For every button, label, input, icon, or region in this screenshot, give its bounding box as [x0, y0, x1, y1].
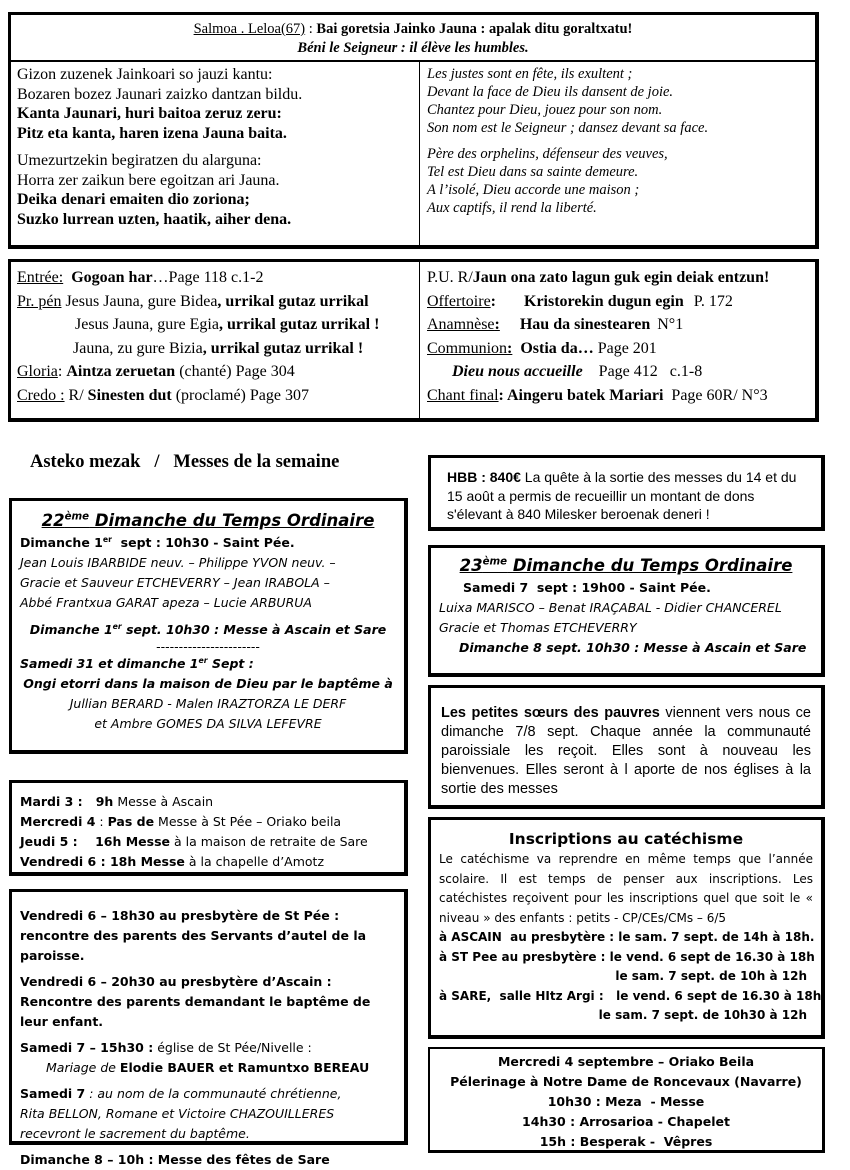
hymns-box — [8, 259, 819, 422]
communion-page: Page 201 — [593, 339, 657, 357]
weekday-detail: Messe à Ascain — [113, 794, 214, 809]
title-number: 23 — [459, 556, 483, 575]
hymn-credo — [17, 384, 413, 408]
pr-pen-line-bold: , urrikal gutaz urrikal — [217, 292, 369, 310]
hymn-pr-pen-line — [17, 313, 413, 337]
pilgrimage-line: 15h : Besperak - Vêpres — [539, 1134, 713, 1149]
other-rest: sept. 10h30 : Messe à Ascain et Sare — [121, 622, 387, 637]
verse-line: Son nom est le Seigneur ; dansez devant sa face. — [427, 120, 709, 136]
offertoire-title: Kristorekin dugun egin — [524, 292, 684, 310]
bapt-rest: Sept : — [207, 656, 254, 671]
event-date: Samedi 7 – 15h30 : — [20, 1040, 154, 1055]
title-rest: Dimanche du Temps Ordinaire — [89, 511, 375, 530]
verse-line: Aux captifs, il rend la liberté. — [427, 200, 597, 216]
mass-sup: er — [102, 534, 112, 544]
weekday-detail: Messe à St Pée – Oriako beila — [154, 814, 342, 829]
baptism-names: et Ambre GOMES DA SILVA LEFEVRE — [94, 716, 322, 731]
other-sup: er — [112, 621, 122, 631]
event-detail: église de St Pée/Nivelle : — [153, 1040, 312, 1055]
mass-rest: sept : 10h30 - Saint Pée. — [111, 535, 295, 550]
weekday-row — [20, 832, 396, 852]
catechism-schedule-row: le sam. 7 sept. de 10h30 à 12h — [598, 1008, 807, 1022]
mass-pre: Dimanche 1 — [20, 535, 103, 550]
event-detail-line: Rita BELLON, Romane et Victoire CHAZOUILLERES — [20, 1106, 335, 1121]
hymn-communion-2 — [427, 360, 808, 384]
sunday-23-box — [428, 545, 825, 677]
offertoire-label: Offertoire — [427, 292, 491, 310]
hbb-collection-box — [428, 455, 825, 531]
catechism-text: Le catéchisme va reprendre en même temps que l’année scolaire. Il est temps de penser aux inscriptions. Les catéchistes reçoivent pour les inscriptions quel que soit le « niveau » des enfants : petits - CP/CEs/CMs – 6/5 — [439, 852, 813, 925]
baptism-welcome: Ongi etorri dans la maison de Dieu par le baptême à — [23, 676, 393, 691]
event-detail-line: recevront le sacrement du baptême. — [20, 1126, 250, 1141]
verse-line: Pitz eta kanta, haren izena Jauna baita. — [17, 124, 287, 142]
hymn-offertoire — [427, 290, 808, 314]
catechism-title: Inscriptions au catéchisme — [508, 830, 744, 848]
gloria-title: Aintza zeruetan — [66, 363, 176, 380]
event-item: Vendredi 6 – 18h30 au presbytère de St Pée : rencontre des parents des Servants d’autel de la paroisse. — [20, 908, 367, 963]
verse-line: Père des orphelins, défenseur des veuves, — [427, 146, 668, 162]
hymn-gloria — [17, 360, 413, 384]
verse-line: Tel est Dieu dans sa sainte demeure. — [427, 164, 639, 180]
bapt-pre: Samedi 31 et dimanche 1 — [20, 656, 199, 671]
psalm-header — [11, 15, 815, 62]
baptism-names: Jullian BERARD - Malen IRAZTORZA LE DERF — [69, 696, 347, 711]
hymn-communion — [427, 337, 808, 361]
pr-pen-line-bold: , urrikal gutaz urrikal ! — [202, 339, 364, 357]
weekday-time: 9h — [95, 794, 114, 809]
psalm-refrain-basque: Bai goretsia Jainko Jauna : apalak ditu goraltxatu! — [316, 21, 633, 37]
hymn-chant-final — [427, 384, 808, 408]
pilgrimage-line: Pélerinage à Notre Dame de Roncevaux (Navarre) — [450, 1074, 802, 1089]
catechism-schedule-row: à ST Pee au presbytère : le vend. 6 sept de 16.30 à 18h — [439, 949, 815, 964]
communion2-page: Page 412 c.1-8 — [598, 363, 703, 380]
verse-line: Deika denari emaiten dio zoriona; — [17, 191, 250, 208]
psalm-refrain-french: Béni le Seigneur : il élève les humbles. — [297, 40, 529, 56]
event-item — [20, 1038, 396, 1058]
verse-line: Gizon zuzenek Jainkoari so jauzi kantu: — [17, 66, 273, 83]
pilgrimage-line: Mercredi 4 septembre – Oriako Beila — [497, 1054, 755, 1069]
event-item: Vendredi 6 – 20h30 au presbytère d’Ascain : Rencontre des parents demandant le baptême de leur enfant. — [20, 974, 371, 1029]
weekday-day: Mercredi 4 — [20, 814, 96, 829]
chant-final-title: Aingeru batek Mariari — [507, 386, 664, 404]
pr-pen-label: Pr. pén — [17, 292, 62, 310]
credo-label: Credo : — [17, 386, 65, 404]
pilgrimage-line: 10h30 : Meza - Messe — [547, 1094, 705, 1109]
bapt-sup: er — [198, 655, 208, 665]
offertoire-colon: : — [490, 292, 496, 310]
hymn-anamnese — [427, 313, 808, 337]
gloria-rest: (chanté) Page 304 — [175, 363, 295, 380]
pr-pen-line-plain: Jauna, zu gure Bizia — [73, 339, 203, 357]
chant-final-label: Chant final — [427, 386, 499, 404]
hbb-amount: HBB : 840€ — [447, 469, 521, 485]
pu-title: Jaun ona zato lagun guk egin deiak entzun! — [472, 269, 770, 286]
pu-label: P.U. R/ — [427, 269, 473, 286]
sunday-22-box — [9, 498, 408, 754]
sunday-22-other-mass — [20, 620, 396, 640]
verse-line: Bozaren bozez Jaunari zaizko dantzan bildu. — [17, 85, 303, 103]
sunday-22-title — [20, 509, 396, 533]
weekday-detail: à la chapelle d’Amotz — [184, 854, 325, 869]
psalm-basque-column — [11, 62, 420, 246]
entree-page: …Page 118 c.1-2 — [152, 269, 264, 286]
anamnese-colon: : — [494, 316, 500, 333]
weekday-time: 18h Messe — [109, 854, 185, 869]
pr-pen-line-plain: Jesus Jauna, gure Egia — [75, 316, 219, 333]
intention-line: Gracie et Sauveur ETCHEVERRY – Jean IRABOLA – — [20, 575, 330, 590]
verse-line: Devant la face de Dieu ils dansent de joie. — [427, 84, 674, 100]
title-rest: Dimanche du Temps Ordinaire — [507, 556, 793, 575]
verse-line: Horra zer zaikun bere egoitzan ari Jauna. — [17, 171, 280, 189]
french-stanza — [427, 65, 808, 137]
catechism-box — [428, 817, 825, 1039]
communion-label: Communion — [427, 339, 508, 357]
verse-line: Suzko lurrean uzten, haatik, aiher dena. — [17, 210, 292, 228]
hymn-pu — [427, 266, 808, 290]
petites-soeurs-box — [428, 685, 825, 809]
gloria-label: Gloria — [17, 363, 58, 380]
title-number: 22 — [41, 511, 65, 530]
verse-line: Chantez pour Dieu, jouez pour son nom. — [427, 102, 663, 118]
event-date: Samedi 7 — [20, 1086, 86, 1101]
catechism-schedule-row: à ASCAIN au presbytère : le sam. 7 sept. de 14h à 18h. — [439, 930, 815, 944]
event-wedding — [20, 1058, 396, 1078]
intention-line: Gracie et Thomas ETCHEVERRY — [439, 620, 637, 635]
hbb-text: La quête à la sortie des messes du 14 et du 15 août a permis de recueillir un montant de dons s'élevant à 840 Milesker beroenak deneri ! — [447, 469, 797, 522]
pilgrimage-line: 14h30 : Arrosarioa - Chapelet — [522, 1114, 730, 1129]
chant-final-page: Page 60R/ N°3 — [663, 386, 768, 404]
weekday-day: Jeudi 5 : — [20, 834, 96, 849]
event-detail: : au nom de la communauté chrétienne, — [85, 1086, 342, 1101]
event-item — [20, 1084, 396, 1104]
weekday-detail: à la maison de retraite de Sare — [170, 834, 368, 849]
anamnese-num: N°1 — [657, 316, 684, 333]
sunday-22-mass — [20, 533, 396, 553]
verse-line: Les justes sont en fête, ils exultent ; — [427, 66, 633, 82]
verse-line: Umezurtzekin begiratzen du alarguna: — [17, 152, 262, 169]
sunday-23-other-mass: Dimanche 8 sept. 10h30 : Messe à Ascain et Sare — [459, 640, 807, 655]
soeurs-text: viennent vers nous ce dimanche 7/8 sept. Chaque année la communauté paroissiale les reçoit. Elles sont à nouveau les bienvenues. Elles seront à l aporte de nos églises à la sortie des messes — [441, 705, 811, 797]
anamnese-title: Hau da sinestearen — [519, 316, 651, 333]
wedding-label: Mariage de — [46, 1060, 120, 1075]
events-box — [9, 889, 408, 1167]
weekday-row — [20, 812, 396, 832]
catechism-schedule-row: à SARE, salle HItz Argi : le vend. 6 sept de 16.30 à 18h — [439, 988, 822, 1003]
weekday-row — [20, 852, 396, 872]
title-sup: ème — [482, 556, 508, 568]
hymn-pr-pen — [17, 290, 413, 314]
hymns-right-column — [420, 262, 815, 418]
weekday-masses-box — [9, 780, 408, 876]
intention-line: Jean Louis IBARBIDE neuv. – Philippe YVON neuv. – — [20, 555, 336, 570]
anamnese-label: Anamnèse — [427, 316, 495, 333]
other-pre: Dimanche 1 — [29, 622, 113, 637]
communion2-title: Dieu nous accueille — [452, 363, 583, 380]
verse-line: A l’isolé, Dieu accorde une maison ; — [427, 182, 640, 198]
weekday-time: Pas de — [107, 814, 155, 829]
hymn-entree — [17, 266, 413, 290]
basque-stanza — [17, 151, 413, 229]
event-item: Dimanche 8 – 10h : Messe des fêtes de Sare — [20, 1152, 330, 1167]
soeurs-title: Les petites sœurs des pauvres — [441, 705, 660, 721]
wedding-names: Elodie BAUER et Ramuntxo BEREAU — [119, 1060, 370, 1075]
hymns-left-column — [11, 262, 420, 418]
hymn-pr-pen-line — [17, 337, 413, 361]
psalm-french-column — [420, 62, 815, 246]
entree-label: Entrée: — [17, 269, 64, 286]
weekday-day: Vendredi 6 : — [20, 854, 110, 869]
communion-colon: : — [507, 339, 513, 357]
sunday-23-mass: Samedi 7 sept : 19h00 - Saint Pée. — [463, 580, 711, 595]
baptism-date — [20, 654, 396, 674]
gloria-sep: : — [57, 363, 67, 380]
credo-pre: R/ — [64, 386, 88, 404]
weekday-day: Mardi 3 : — [20, 794, 96, 809]
separator-dashes: ----------------------- — [156, 639, 260, 654]
weekday-sep: : — [95, 814, 108, 829]
communion-title: Ostia da… — [520, 339, 594, 357]
weekday-time: 16h Messe — [95, 834, 170, 849]
intention-line: Luixa MARISCO – Benat IRAÇABAL - Didier CHANCEREL — [439, 600, 782, 615]
offertoire-page: P. 172 — [693, 292, 733, 310]
section-title-week-masses: Asteko mezak / Messes de la semaine — [30, 452, 340, 472]
sunday-23-title — [439, 554, 813, 578]
basque-stanza — [17, 65, 413, 143]
credo-rest: (proclamé) Page 307 — [171, 386, 309, 404]
pr-pen-line-plain: Jesus Jauna, gure Bidea — [61, 292, 218, 310]
credo-title: Sinesten dut — [87, 386, 172, 404]
entree-title: Gogoan har — [71, 269, 153, 286]
weekday-row — [20, 792, 396, 812]
catechism-schedule-row: le sam. 7 sept. de 10h à 12h — [615, 969, 807, 983]
psalm-box — [8, 12, 819, 249]
verse-line: Kanta Jaunari, huri baitoa zeruz zeru: — [17, 105, 282, 122]
psalm-ref-separator: : — [305, 21, 317, 37]
pilgrimage-box — [428, 1047, 825, 1153]
chant-final-colon: : — [498, 386, 507, 404]
pr-pen-line-bold: , urrikal gutaz urrikal ! — [218, 316, 380, 333]
french-stanza — [427, 145, 808, 217]
title-sup: ème — [64, 511, 90, 523]
intention-line: Abbé Frantxua GARAT apeza – Lucie ARBURUA — [20, 595, 312, 610]
psalm-reference: Salmoa . Leloa(67) — [193, 21, 306, 37]
